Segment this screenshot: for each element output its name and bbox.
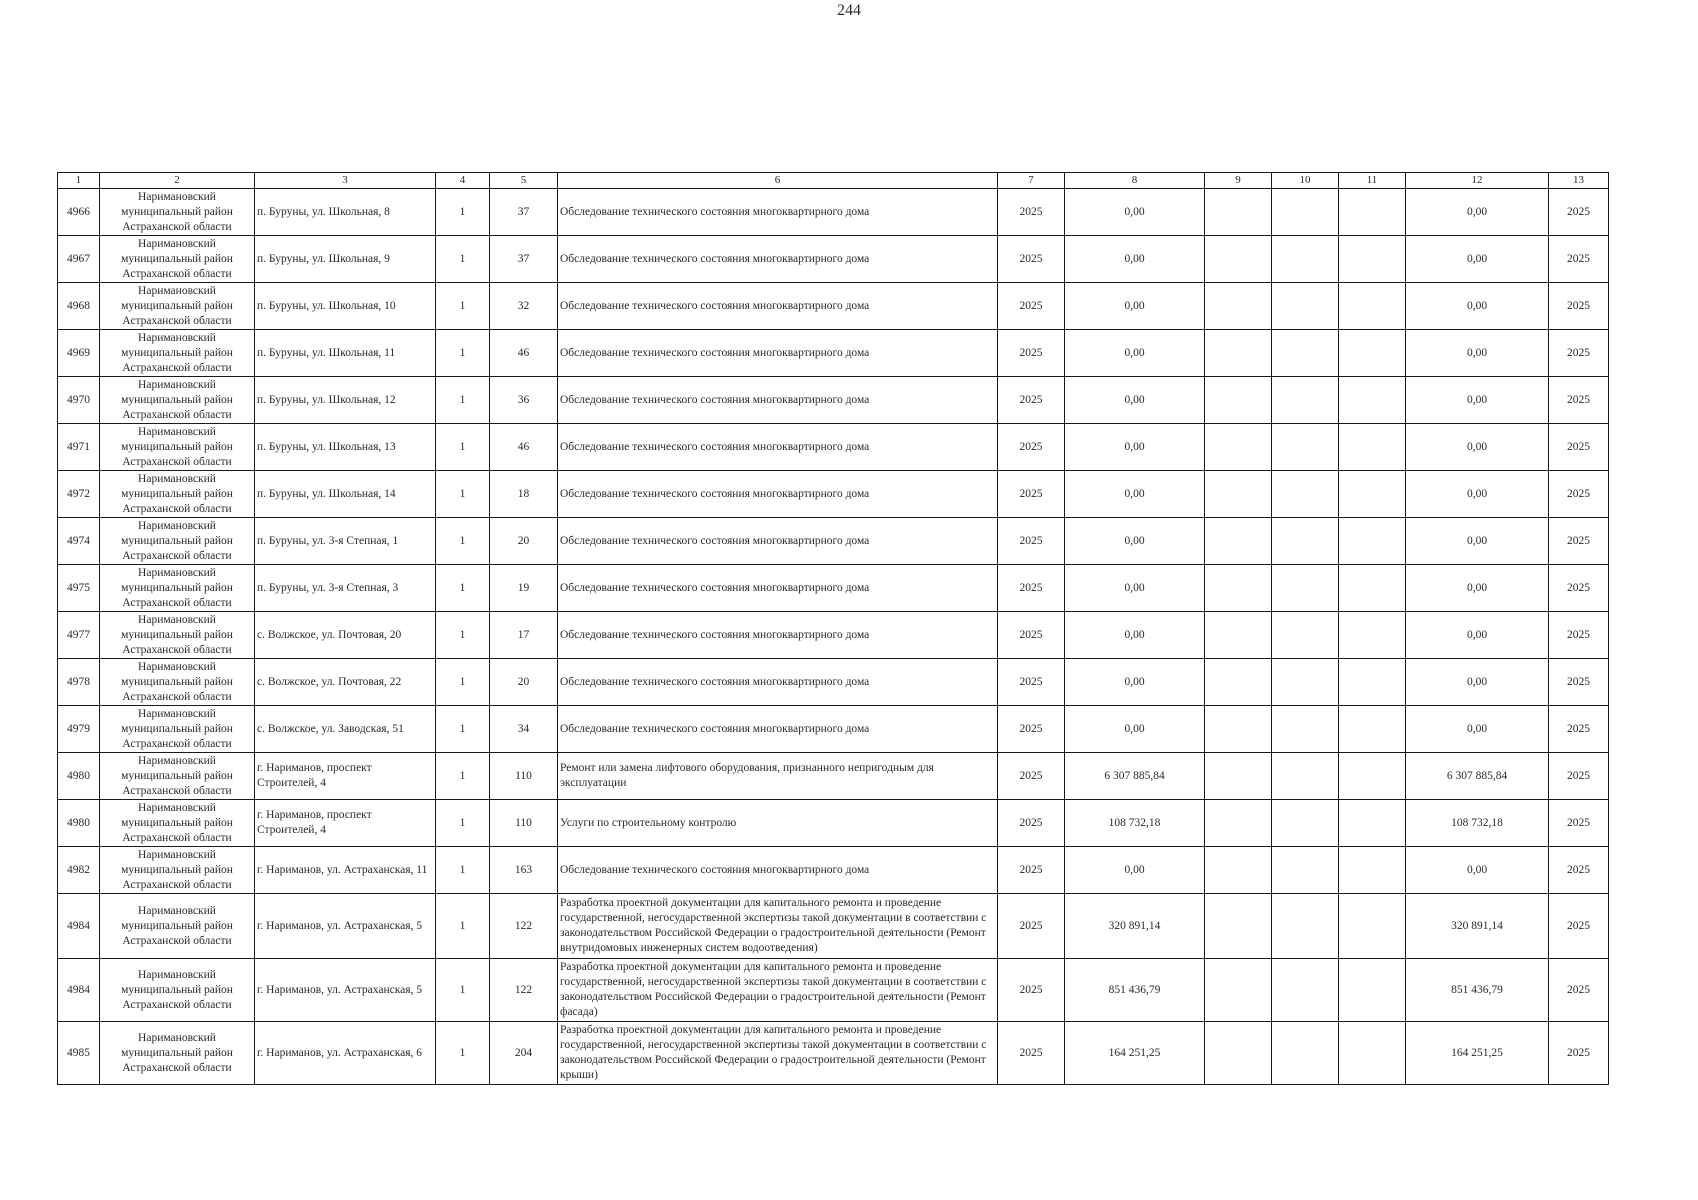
address-cell: п. Буруны, ул. 3-я Степная, 3 <box>255 565 436 612</box>
address-cell: п. Буруны, ул. Школьная, 8 <box>255 189 436 236</box>
column-13-cell: 2025 <box>1549 800 1609 847</box>
column-header: 2 <box>100 173 255 189</box>
column-10-cell <box>1272 518 1339 565</box>
column-10-cell <box>1272 1022 1339 1085</box>
column-4-cell: 1 <box>436 377 490 424</box>
table-row <box>58 565 1609 612</box>
cost-fund-cell: 0,00 <box>1406 659 1549 706</box>
table-row <box>58 894 1609 959</box>
column-4-cell: 1 <box>436 283 490 330</box>
column-13-cell: 2025 <box>1549 959 1609 1022</box>
column-9-cell <box>1205 706 1272 753</box>
address-cell: г. Нариманов, ул. Астраханская, 11 <box>255 847 436 894</box>
table-row <box>58 424 1609 471</box>
cost-total-cell: 6 307 885,84 <box>1065 753 1205 800</box>
cost-total-cell: 0,00 <box>1065 189 1205 236</box>
column-7-cell: 2025 <box>998 800 1065 847</box>
page-number: 244 <box>837 2 861 19</box>
cost-fund-cell: 0,00 <box>1406 565 1549 612</box>
column-13-cell: 2025 <box>1549 424 1609 471</box>
column-7-cell: 2025 <box>998 236 1065 283</box>
row-number: 4977 <box>58 612 100 659</box>
column-4-cell: 1 <box>436 565 490 612</box>
column-5-cell: 110 <box>490 753 558 800</box>
cost-fund-cell: 0,00 <box>1406 330 1549 377</box>
column-9-cell <box>1205 377 1272 424</box>
table-row <box>58 753 1609 800</box>
column-header: 6 <box>558 173 998 189</box>
work-type-cell: Обследование технического состояния многоквартирного дома <box>558 659 998 706</box>
column-10-cell <box>1272 894 1339 959</box>
work-type-cell: Обследование технического состояния многоквартирного дома <box>558 189 998 236</box>
column-7-cell: 2025 <box>998 518 1065 565</box>
address-cell: г. Нариманов, ул. Астраханская, 5 <box>255 894 436 959</box>
municipality-cell: Наримановский муниципальный район Астраханской области <box>100 189 255 236</box>
cost-total-cell: 0,00 <box>1065 236 1205 283</box>
column-9-cell <box>1205 1022 1272 1085</box>
row-number: 4966 <box>58 189 100 236</box>
municipality-cell: Наримановский муниципальный район Астраханской области <box>100 847 255 894</box>
column-11-cell <box>1339 894 1406 959</box>
cost-fund-cell: 0,00 <box>1406 189 1549 236</box>
column-13-cell: 2025 <box>1549 894 1609 959</box>
table-row <box>58 659 1609 706</box>
column-13-cell: 2025 <box>1549 236 1609 283</box>
table-row <box>58 189 1609 236</box>
column-5-cell: 122 <box>490 894 558 959</box>
column-5-cell: 46 <box>490 424 558 471</box>
work-type-cell: Разработка проектной документации для капитального ремонта и проведение государственной, негосударственной экспертизы такой документации в соответствии с законодательством Российской Федерации о градостроительной деятельности (Ремонт фасада) <box>558 959 998 1022</box>
column-4-cell: 1 <box>436 612 490 659</box>
column-10-cell <box>1272 706 1339 753</box>
column-10-cell <box>1272 959 1339 1022</box>
column-5-cell: 18 <box>490 471 558 518</box>
column-10-cell <box>1272 330 1339 377</box>
table-row <box>58 377 1609 424</box>
municipality-cell: Наримановский муниципальный район Астраханской области <box>100 377 255 424</box>
column-9-cell <box>1205 189 1272 236</box>
column-13-cell: 2025 <box>1549 471 1609 518</box>
column-5-cell: 37 <box>490 236 558 283</box>
cost-total-cell: 0,00 <box>1065 565 1205 612</box>
column-4-cell: 1 <box>436 424 490 471</box>
column-13-cell: 2025 <box>1549 565 1609 612</box>
cost-total-cell: 164 251,25 <box>1065 1022 1205 1085</box>
cost-fund-cell: 320 891,14 <box>1406 894 1549 959</box>
column-4-cell: 1 <box>436 847 490 894</box>
column-5-cell: 204 <box>490 1022 558 1085</box>
municipality-cell: Наримановский муниципальный район Астраханской области <box>100 959 255 1022</box>
column-11-cell <box>1339 706 1406 753</box>
table-row <box>58 847 1609 894</box>
column-13-cell: 2025 <box>1549 283 1609 330</box>
cost-total-cell: 0,00 <box>1065 847 1205 894</box>
column-11-cell <box>1339 800 1406 847</box>
row-number: 4972 <box>58 471 100 518</box>
column-10-cell <box>1272 424 1339 471</box>
column-5-cell: 110 <box>490 800 558 847</box>
row-number: 4982 <box>58 847 100 894</box>
column-9-cell <box>1205 847 1272 894</box>
cost-fund-cell: 0,00 <box>1406 236 1549 283</box>
column-10-cell <box>1272 471 1339 518</box>
municipality-cell: Наримановский муниципальный район Астраханской области <box>100 283 255 330</box>
cost-fund-cell: 164 251,25 <box>1406 1022 1549 1085</box>
column-11-cell <box>1339 471 1406 518</box>
column-5-cell: 122 <box>490 959 558 1022</box>
table-row <box>58 330 1609 377</box>
cost-fund-cell: 0,00 <box>1406 471 1549 518</box>
cost-total-cell: 0,00 <box>1065 659 1205 706</box>
column-4-cell: 1 <box>436 189 490 236</box>
column-9-cell <box>1205 283 1272 330</box>
register-table <box>57 172 1609 1085</box>
cost-total-cell: 108 732,18 <box>1065 800 1205 847</box>
cost-total-cell: 0,00 <box>1065 471 1205 518</box>
column-10-cell <box>1272 800 1339 847</box>
address-cell: п. Буруны, ул. Школьная, 10 <box>255 283 436 330</box>
municipality-cell: Наримановский муниципальный район Астраханской области <box>100 706 255 753</box>
address-cell: с. Волжское, ул. Почтовая, 22 <box>255 659 436 706</box>
address-cell: г. Нариманов, проспект Строителей, 4 <box>255 800 436 847</box>
cost-fund-cell: 0,00 <box>1406 612 1549 659</box>
work-type-cell: Услуги по строительному контролю <box>558 800 998 847</box>
table-row <box>58 959 1609 1022</box>
cost-total-cell: 0,00 <box>1065 377 1205 424</box>
municipality-cell: Наримановский муниципальный район Астраханской области <box>100 612 255 659</box>
column-11-cell <box>1339 659 1406 706</box>
cost-total-cell: 0,00 <box>1065 612 1205 659</box>
column-11-cell <box>1339 565 1406 612</box>
column-7-cell: 2025 <box>998 377 1065 424</box>
column-7-cell: 2025 <box>998 612 1065 659</box>
column-13-cell: 2025 <box>1549 753 1609 800</box>
work-type-cell: Обследование технического состояния многоквартирного дома <box>558 706 998 753</box>
column-7-cell: 2025 <box>998 1022 1065 1085</box>
column-4-cell: 1 <box>436 518 490 565</box>
column-7-cell: 2025 <box>998 565 1065 612</box>
column-10-cell <box>1272 565 1339 612</box>
column-10-cell <box>1272 236 1339 283</box>
row-number: 4974 <box>58 518 100 565</box>
column-7-cell: 2025 <box>998 471 1065 518</box>
row-number: 4978 <box>58 659 100 706</box>
column-9-cell <box>1205 959 1272 1022</box>
column-4-cell: 1 <box>436 894 490 959</box>
row-number: 4984 <box>58 894 100 959</box>
cost-fund-cell: 0,00 <box>1406 283 1549 330</box>
row-number: 4969 <box>58 330 100 377</box>
column-11-cell <box>1339 518 1406 565</box>
column-header: 11 <box>1339 173 1406 189</box>
column-7-cell: 2025 <box>998 753 1065 800</box>
column-7-cell: 2025 <box>998 283 1065 330</box>
row-number: 4970 <box>58 377 100 424</box>
column-13-cell: 2025 <box>1549 189 1609 236</box>
column-header: 1 <box>58 173 100 189</box>
column-13-cell: 2025 <box>1549 659 1609 706</box>
column-11-cell <box>1339 236 1406 283</box>
cost-total-cell: 0,00 <box>1065 283 1205 330</box>
table-row <box>58 800 1609 847</box>
table-row <box>58 283 1609 330</box>
address-cell: п. Буруны, ул. 3-я Степная, 1 <box>255 518 436 565</box>
column-10-cell <box>1272 753 1339 800</box>
cost-total-cell: 0,00 <box>1065 330 1205 377</box>
header-row <box>58 173 1609 189</box>
column-7-cell: 2025 <box>998 847 1065 894</box>
address-cell: г. Нариманов, проспект Строителей, 4 <box>255 753 436 800</box>
municipality-cell: Наримановский муниципальный район Астраханской области <box>100 471 255 518</box>
column-4-cell: 1 <box>436 330 490 377</box>
column-5-cell: 19 <box>490 565 558 612</box>
work-type-cell: Обследование технического состояния многоквартирного дома <box>558 565 998 612</box>
column-11-cell <box>1339 612 1406 659</box>
column-11-cell <box>1339 377 1406 424</box>
municipality-cell: Наримановский муниципальный район Астраханской области <box>100 800 255 847</box>
column-header: 10 <box>1272 173 1339 189</box>
column-9-cell <box>1205 424 1272 471</box>
cost-total-cell: 320 891,14 <box>1065 894 1205 959</box>
row-number: 4967 <box>58 236 100 283</box>
column-7-cell: 2025 <box>998 894 1065 959</box>
table-row <box>58 471 1609 518</box>
row-number: 4984 <box>58 959 100 1022</box>
cost-total-cell: 0,00 <box>1065 706 1205 753</box>
column-header: 4 <box>436 173 490 189</box>
cost-fund-cell: 851 436,79 <box>1406 959 1549 1022</box>
column-9-cell <box>1205 330 1272 377</box>
column-5-cell: 163 <box>490 847 558 894</box>
column-7-cell: 2025 <box>998 330 1065 377</box>
column-5-cell: 20 <box>490 659 558 706</box>
column-13-cell: 2025 <box>1549 377 1609 424</box>
table-row <box>58 706 1609 753</box>
municipality-cell: Наримановский муниципальный район Астраханской области <box>100 518 255 565</box>
column-header: 8 <box>1065 173 1205 189</box>
address-cell: п. Буруны, ул. Школьная, 9 <box>255 236 436 283</box>
register-table-container <box>57 172 1608 1085</box>
municipality-cell: Наримановский муниципальный район Астраханской области <box>100 659 255 706</box>
table-row <box>58 236 1609 283</box>
column-11-cell <box>1339 753 1406 800</box>
row-number: 4975 <box>58 565 100 612</box>
column-5-cell: 34 <box>490 706 558 753</box>
row-number: 4985 <box>58 1022 100 1085</box>
cost-fund-cell: 0,00 <box>1406 706 1549 753</box>
column-11-cell <box>1339 424 1406 471</box>
cost-fund-cell: 0,00 <box>1406 518 1549 565</box>
work-type-cell: Обследование технического состояния многоквартирного дома <box>558 283 998 330</box>
column-5-cell: 17 <box>490 612 558 659</box>
column-header: 3 <box>255 173 436 189</box>
column-4-cell: 1 <box>436 753 490 800</box>
column-13-cell: 2025 <box>1549 706 1609 753</box>
column-13-cell: 2025 <box>1549 612 1609 659</box>
row-number: 4980 <box>58 800 100 847</box>
column-5-cell: 20 <box>490 518 558 565</box>
cost-fund-cell: 108 732,18 <box>1406 800 1549 847</box>
cost-total-cell: 0,00 <box>1065 424 1205 471</box>
column-9-cell <box>1205 659 1272 706</box>
address-cell: п. Буруны, ул. Школьная, 11 <box>255 330 436 377</box>
municipality-cell: Наримановский муниципальный район Астраханской области <box>100 753 255 800</box>
table-row <box>58 612 1609 659</box>
column-header: 9 <box>1205 173 1272 189</box>
column-4-cell: 1 <box>436 659 490 706</box>
work-type-cell: Обследование технического состояния многоквартирного дома <box>558 330 998 377</box>
work-type-cell: Ремонт или замена лифтового оборудования, признанного непригодным для эксплуатации <box>558 753 998 800</box>
address-cell: п. Буруны, ул. Школьная, 12 <box>255 377 436 424</box>
column-9-cell <box>1205 894 1272 959</box>
column-header: 5 <box>490 173 558 189</box>
cost-fund-cell: 0,00 <box>1406 847 1549 894</box>
cost-total-cell: 0,00 <box>1065 518 1205 565</box>
address-cell: с. Волжское, ул. Заводская, 51 <box>255 706 436 753</box>
column-4-cell: 1 <box>436 800 490 847</box>
cost-fund-cell: 0,00 <box>1406 377 1549 424</box>
column-9-cell <box>1205 565 1272 612</box>
table-row <box>58 1022 1609 1085</box>
work-type-cell: Обследование технического состояния многоквартирного дома <box>558 377 998 424</box>
address-cell: г. Нариманов, ул. Астраханская, 6 <box>255 1022 436 1085</box>
municipality-cell: Наримановский муниципальный район Астраханской области <box>100 236 255 283</box>
work-type-cell: Обследование технического состояния многоквартирного дома <box>558 612 998 659</box>
municipality-cell: Наримановский муниципальный район Астраханской области <box>100 330 255 377</box>
column-10-cell <box>1272 659 1339 706</box>
column-13-cell: 2025 <box>1549 847 1609 894</box>
column-11-cell <box>1339 1022 1406 1085</box>
column-header: 12 <box>1406 173 1549 189</box>
column-5-cell: 37 <box>490 189 558 236</box>
column-9-cell <box>1205 800 1272 847</box>
column-5-cell: 46 <box>490 330 558 377</box>
column-11-cell <box>1339 847 1406 894</box>
column-9-cell <box>1205 236 1272 283</box>
column-13-cell: 2025 <box>1549 1022 1609 1085</box>
work-type-cell: Обследование технического состояния многоквартирного дома <box>558 236 998 283</box>
address-cell: с. Волжское, ул. Почтовая, 20 <box>255 612 436 659</box>
column-5-cell: 32 <box>490 283 558 330</box>
address-cell: п. Буруны, ул. Школьная, 14 <box>255 471 436 518</box>
municipality-cell: Наримановский муниципальный район Астраханской области <box>100 424 255 471</box>
address-cell: г. Нариманов, ул. Астраханская, 5 <box>255 959 436 1022</box>
column-4-cell: 1 <box>436 236 490 283</box>
address-cell: п. Буруны, ул. Школьная, 13 <box>255 424 436 471</box>
column-4-cell: 1 <box>436 959 490 1022</box>
row-number: 4968 <box>58 283 100 330</box>
column-7-cell: 2025 <box>998 189 1065 236</box>
column-7-cell: 2025 <box>998 424 1065 471</box>
table-body <box>58 189 1609 1085</box>
column-9-cell <box>1205 471 1272 518</box>
column-header: 13 <box>1549 173 1609 189</box>
column-9-cell <box>1205 753 1272 800</box>
column-10-cell <box>1272 283 1339 330</box>
municipality-cell: Наримановский муниципальный район Астраханской области <box>100 565 255 612</box>
municipality-cell: Наримановский муниципальный район Астраханской области <box>100 894 255 959</box>
column-5-cell: 36 <box>490 377 558 424</box>
cost-total-cell: 851 436,79 <box>1065 959 1205 1022</box>
column-10-cell <box>1272 847 1339 894</box>
row-number: 4980 <box>58 753 100 800</box>
column-13-cell: 2025 <box>1549 518 1609 565</box>
table-row <box>58 518 1609 565</box>
column-7-cell: 2025 <box>998 706 1065 753</box>
column-10-cell <box>1272 612 1339 659</box>
column-11-cell <box>1339 189 1406 236</box>
work-type-cell: Разработка проектной документации для капитального ремонта и проведение государственной, негосударственной экспертизы такой документации в соответствии с законодательством Российской Федерации о градостроительной деятельности (Ремонт крыши) <box>558 1022 998 1085</box>
work-type-cell: Обследование технического состояния многоквартирного дома <box>558 424 998 471</box>
row-number: 4971 <box>58 424 100 471</box>
column-11-cell <box>1339 283 1406 330</box>
column-header: 7 <box>998 173 1065 189</box>
cost-fund-cell: 0,00 <box>1406 424 1549 471</box>
work-type-cell: Обследование технического состояния многоквартирного дома <box>558 471 998 518</box>
column-9-cell <box>1205 518 1272 565</box>
column-10-cell <box>1272 189 1339 236</box>
column-7-cell: 2025 <box>998 659 1065 706</box>
column-10-cell <box>1272 377 1339 424</box>
work-type-cell: Обследование технического состояния многоквартирного дома <box>558 847 998 894</box>
column-11-cell <box>1339 959 1406 1022</box>
row-number: 4979 <box>58 706 100 753</box>
column-13-cell: 2025 <box>1549 330 1609 377</box>
cost-fund-cell: 6 307 885,84 <box>1406 753 1549 800</box>
column-7-cell: 2025 <box>998 959 1065 1022</box>
column-11-cell <box>1339 330 1406 377</box>
column-4-cell: 1 <box>436 706 490 753</box>
column-9-cell <box>1205 612 1272 659</box>
column-4-cell: 1 <box>436 1022 490 1085</box>
municipality-cell: Наримановский муниципальный район Астраханской области <box>100 1022 255 1085</box>
column-4-cell: 1 <box>436 471 490 518</box>
work-type-cell: Обследование технического состояния многоквартирного дома <box>558 518 998 565</box>
work-type-cell: Разработка проектной документации для капитального ремонта и проведение государственной, негосударственной экспертизы такой документации в соответствии с законодательством Российской Федерации о градостроительной деятельности (Ремонт внутридомовых инженерных систем водоотведения) <box>558 894 998 959</box>
